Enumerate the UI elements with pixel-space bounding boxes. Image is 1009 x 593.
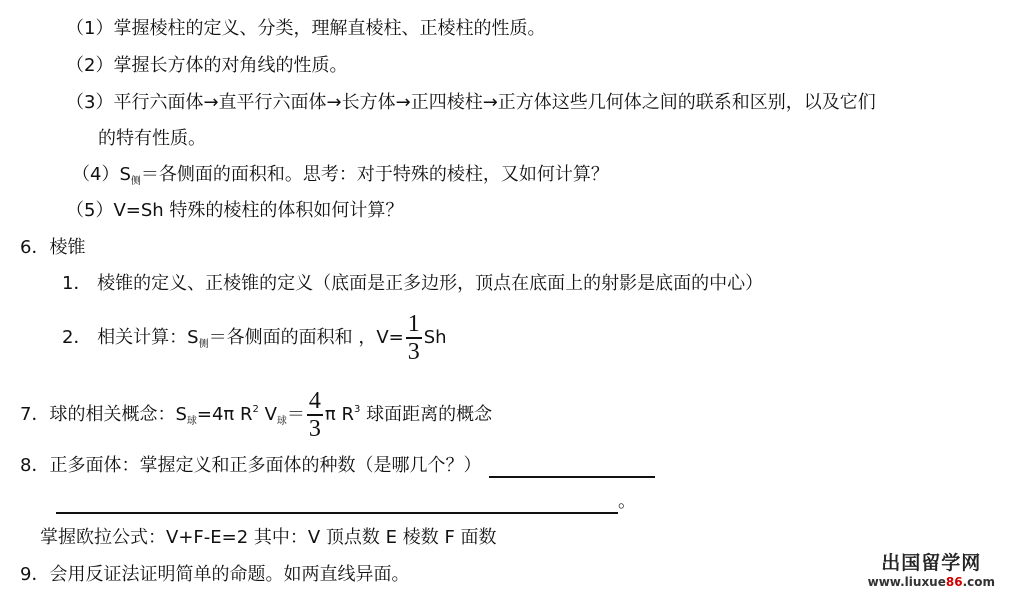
section-9: 9．会用反证法证明简单的命题。如两直线异面。	[20, 564, 410, 585]
watermark-url-c: .com	[962, 575, 995, 589]
s7-sub-2: 球	[276, 416, 287, 427]
s6-2-post: Sh	[423, 327, 447, 348]
s7-mid-3: π R	[324, 404, 354, 425]
item-2: （2）掌握长方体的对角线的性质。	[66, 55, 348, 76]
section-6-heading: 6．棱锥	[20, 237, 86, 258]
fraction-one-third	[406, 311, 422, 365]
s7-eq: ＝	[286, 404, 305, 425]
s8-text: 8．正多面体：掌握定义和正多面体的种数（是哪几个？）	[20, 455, 482, 476]
watermark-logo	[868, 548, 995, 589]
fraction-numerator: 1	[407, 311, 420, 337]
watermark-url-a: www.liuxue	[867, 575, 946, 589]
section-6-item-2	[62, 308, 447, 368]
fraction-numerator: 4	[308, 388, 321, 414]
s6-2-sub: 侧	[198, 339, 209, 350]
s7-sub-1: 球	[186, 416, 197, 427]
item-5: （5）V=Sh 特殊的棱柱的体积如何计算？	[66, 200, 404, 221]
section-8	[20, 454, 655, 478]
watermark-text: 出国留学网	[881, 552, 982, 574]
answer-blank-2[interactable]	[56, 492, 618, 514]
fraction-denominator: 3	[407, 339, 420, 365]
item-3: （3）平行六面体→直平行六面体→长方体→正四棱柱→正方体这些几何体之间的联系和区别，以及它们	[66, 92, 876, 113]
s8-end: 。	[618, 491, 636, 512]
section-7	[20, 380, 492, 440]
s7-mid-1: =4π R	[196, 404, 253, 425]
s7-post: 球面距离的概念	[360, 404, 493, 425]
item-4-post: ＝各侧面的面积和。思考：对于特殊的棱柱，又如何计算？	[140, 164, 609, 185]
s7-mid-2: V	[258, 404, 277, 425]
s7-sup-1: 2	[252, 404, 259, 415]
s7-sup-2: 3	[354, 404, 361, 415]
section-8-euler: 掌握欧拉公式：V+F-E=2 其中：V 顶点数 E 棱数 F 面数	[40, 527, 497, 548]
s6-2-pre: 2． 相关计算：S	[62, 327, 199, 348]
s7-pre: 7．球的相关概念：S	[20, 404, 187, 425]
item-4-pre: （4）S	[72, 164, 131, 185]
s6-2-mid: ＝各侧面的面积和 ，V=	[208, 327, 404, 348]
section-8-blank-line	[56, 490, 636, 514]
section-6-item-1: 1． 棱锥的定义、正棱锥的定义（底面是正多边形，顶点在底面上的射影是底面的中心）	[62, 273, 764, 294]
watermark-url-b: 86	[945, 575, 963, 589]
fraction-four-thirds	[307, 388, 323, 442]
item-3-cont: 的特有性质。	[98, 128, 206, 149]
answer-blank-1[interactable]	[489, 456, 655, 478]
item-4-sub: 侧	[130, 176, 141, 187]
item-4	[72, 163, 609, 194]
fraction-denominator: 3	[308, 416, 321, 442]
watermark-url	[868, 575, 995, 589]
item-1: （1）掌握棱柱的定义、分类，理解直棱柱、正棱柱的性质。	[66, 18, 546, 39]
